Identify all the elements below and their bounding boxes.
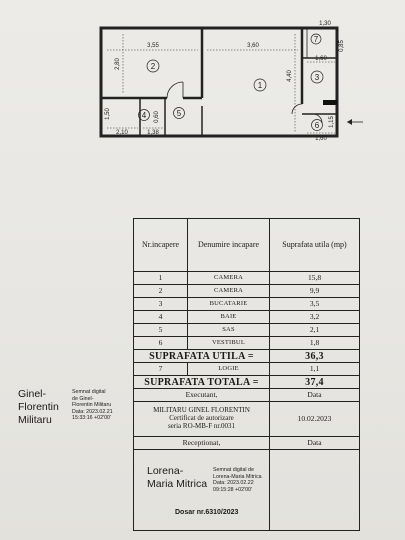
dosar-number: Dosar nr.6310/2023: [175, 509, 239, 516]
signature-name-line: Ginel-: [18, 388, 47, 400]
header-suprafata: Suprafata utila (mp): [270, 219, 360, 272]
executant-name: MILITARU GINEL FLORENTIN: [153, 406, 250, 415]
table-row: [134, 311, 360, 324]
dim-label: 1,15: [329, 116, 335, 128]
executant-date: 10.02.2023: [270, 402, 360, 437]
suprafata-totala-row: [134, 376, 360, 389]
cell-area: 3,2: [270, 311, 360, 324]
cell-name: BUCATARIE: [188, 298, 270, 311]
cell-name: CAMERA: [188, 285, 270, 298]
signature-meta-line: 09:15:28 +02'00': [213, 486, 252, 493]
executant-header-row: [134, 389, 360, 402]
signature-meta-1: [72, 389, 113, 422]
cell-name: VESTIBUL: [188, 337, 270, 350]
room-label-3: 3: [314, 73, 320, 82]
signature-name-line: Militaru: [18, 414, 52, 426]
signature-meta-line: Semnat digital de: [213, 467, 254, 473]
room-label-5: 5: [176, 109, 182, 118]
dim-label: 2,80: [115, 58, 121, 70]
dim-label: 0,60: [154, 111, 160, 123]
data-label: Data: [270, 389, 360, 402]
room-label-1: 1: [257, 81, 263, 90]
signature-name-2: [147, 465, 207, 491]
table-row: [134, 298, 360, 311]
receptionat-header-row: [134, 437, 360, 450]
suprafata-utila-label: SUPRAFATA UTILA =: [134, 350, 270, 363]
signature-name-line: Maria Mitrica: [147, 478, 208, 490]
data-label-2: Data: [270, 437, 360, 450]
cell-nr: 2: [134, 285, 188, 298]
dim-label: 1,30: [319, 21, 331, 27]
signature-name-1: [18, 388, 59, 427]
suprafata-utila-row: [134, 350, 360, 363]
executant-series: seria RO-MB-F nr.0031: [167, 421, 236, 430]
room-label-2: 2: [150, 62, 156, 71]
floor-plan: [95, 14, 365, 142]
signature-meta-2: [213, 467, 262, 493]
cell-area: 3,5: [270, 298, 360, 311]
dim-label: 1,60: [315, 136, 327, 142]
cell-area: 15,8: [270, 272, 360, 285]
cell-area: 9,9: [270, 285, 360, 298]
signature-meta-line: Data: 2023.02.22: [213, 480, 254, 487]
signature-meta-line: 15:33:16 +02'00': [72, 415, 111, 422]
table-row: [134, 285, 360, 298]
cell-name: LOGIE: [188, 363, 270, 376]
signature-name-line: Florentin: [18, 401, 59, 413]
room-label-4: 4: [141, 111, 147, 120]
cell-area: 1,8: [270, 337, 360, 350]
executant-certificate: Certificat de autorizare: [169, 414, 234, 423]
cell-nr: 7: [134, 363, 188, 376]
cell-nr: 6: [134, 337, 188, 350]
executant-row: [134, 402, 360, 437]
signature-meta-line: Semnat digital: [72, 389, 106, 395]
dim-label: 4,40: [287, 70, 293, 82]
receptionat-label: Receptionat,: [134, 437, 270, 450]
dim-label: 0,85: [339, 40, 345, 52]
signature-name-line: Lorena-: [147, 465, 184, 477]
room-label-7: 7: [313, 35, 319, 44]
table-row: [134, 272, 360, 285]
header-nr: Nr.incapere: [134, 219, 188, 272]
dim-label: 2,10: [116, 130, 128, 136]
header-denumire: Denumire incapare: [188, 219, 270, 272]
table-row: [134, 324, 360, 337]
cell-nr: 4: [134, 311, 188, 324]
dim-label: 3,55: [147, 43, 159, 49]
dim-label: 3,60: [247, 43, 259, 49]
cell-nr: 5: [134, 324, 188, 337]
executant-info: [134, 402, 270, 437]
room-label-6: 6: [314, 121, 320, 130]
signature-meta-line: Data: 2023.02.21: [72, 408, 113, 415]
suprafata-totala-value: 37,4: [270, 376, 360, 389]
dim-label: 1,60: [315, 56, 327, 62]
cell-nr: 3: [134, 298, 188, 311]
table-row: [134, 363, 360, 376]
signature-meta-line: Lorena-Maria Mitrica: [213, 473, 262, 480]
cell-name: BAIE: [188, 311, 270, 324]
table-row: [134, 337, 360, 350]
suprafata-totala-label: SUPRAFATA TOTALA =: [134, 376, 270, 389]
signature-meta-line: Florentin Militaru: [72, 402, 112, 409]
suprafata-utila-value: 36,3: [270, 350, 360, 363]
executant-label: Executant,: [134, 389, 270, 402]
cell-name: CAMERA: [188, 272, 270, 285]
cell-name: SAS: [188, 324, 270, 337]
cell-nr: 1: [134, 272, 188, 285]
signature-meta-line: de Ginel-: [72, 395, 94, 402]
cell-area: 1,1: [270, 363, 360, 376]
dim-label: 1,38: [147, 130, 159, 136]
receptionat-date-cell: [270, 450, 360, 531]
dim-label: 1,50: [105, 108, 111, 120]
cell-area: 2,1: [270, 324, 360, 337]
table-header-row: [134, 219, 360, 272]
